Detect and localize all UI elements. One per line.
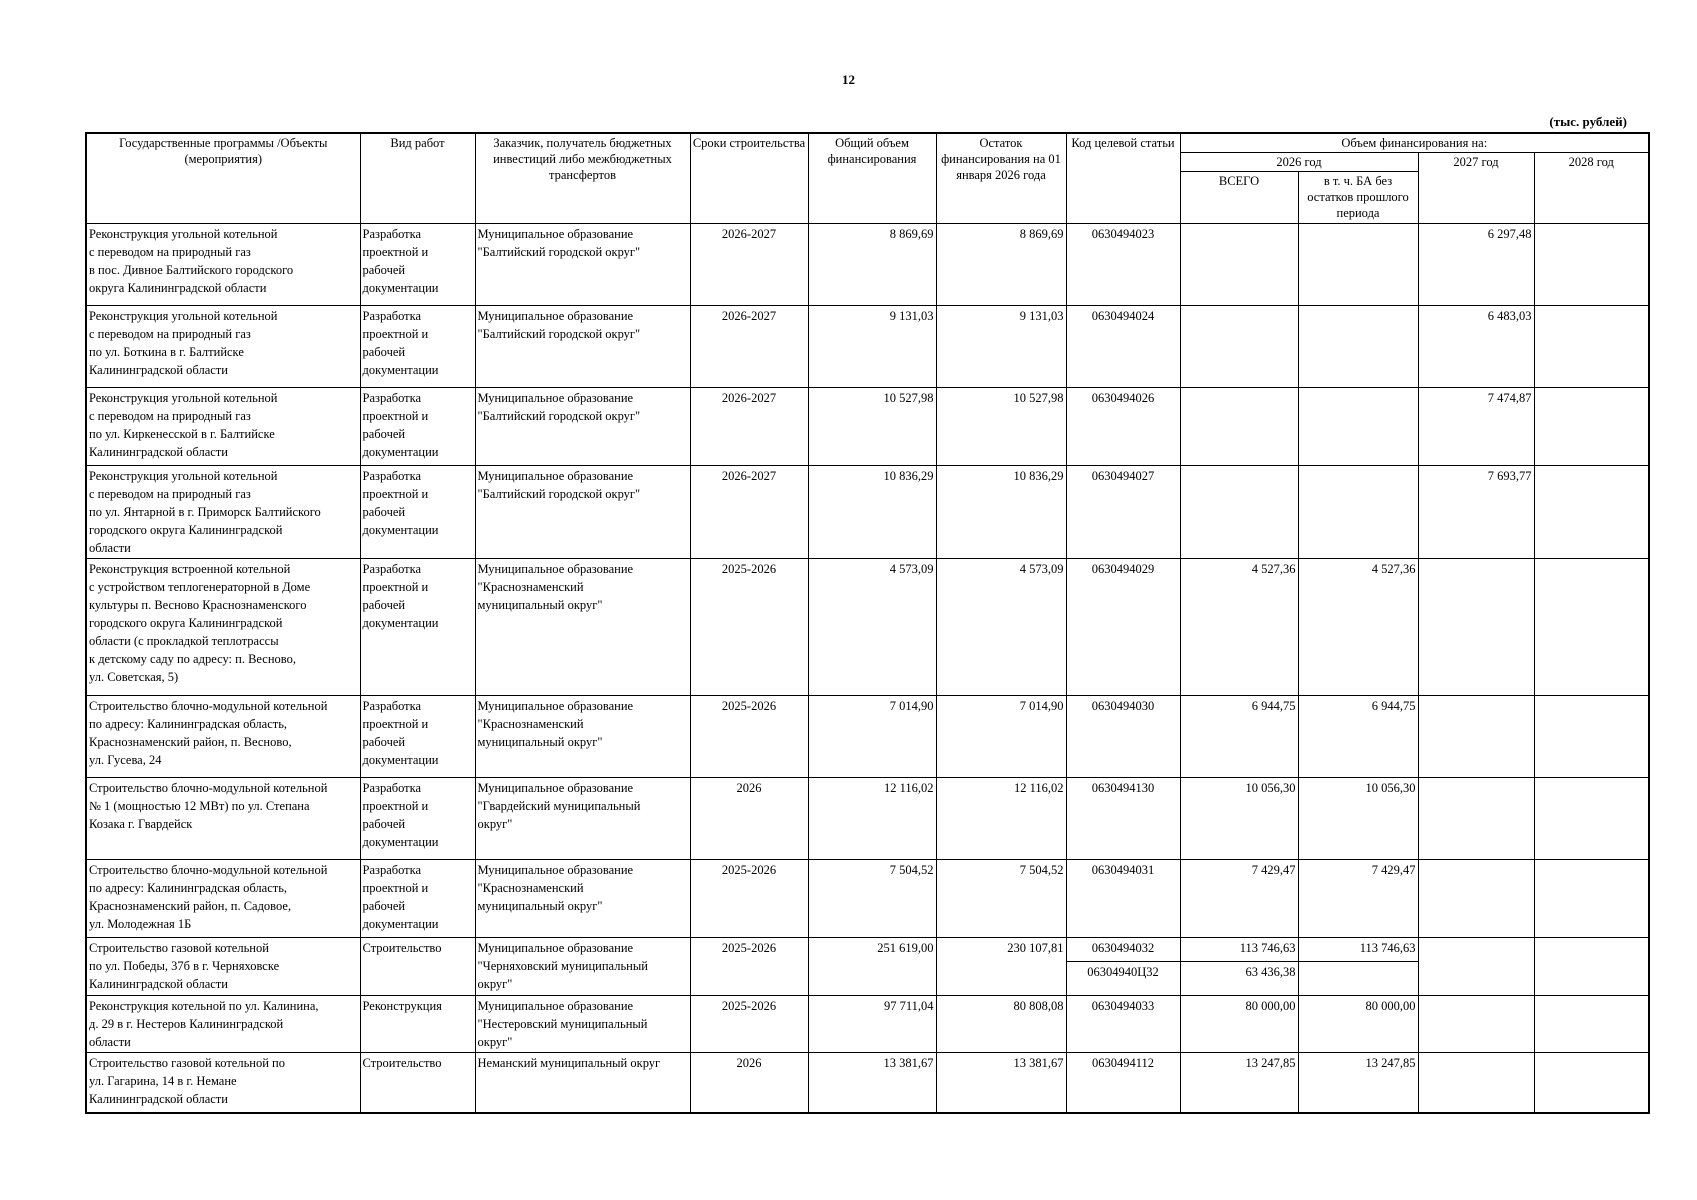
- total-financing: 8 869,69: [808, 224, 936, 306]
- work-type: Разработка проектной и рабочей документации: [360, 860, 475, 938]
- financing-2027: 7 474,87: [1418, 388, 1534, 466]
- object-name: Реконструкция угольной котельной с переводом на природный газ по ул. Янтарной в г. Приморск Балтийского городского округа Калининградской области: [86, 466, 360, 559]
- total-financing: 7 014,90: [808, 696, 936, 778]
- customer: Муниципальное образование "Гвардейский муниципальный округ": [475, 778, 690, 860]
- construction-terms: 2025-2026: [690, 696, 808, 778]
- financing-2026-ba: [1298, 388, 1418, 466]
- financing-2026-total: 13 247,85: [1180, 1053, 1298, 1113]
- financing-2028: [1534, 306, 1649, 388]
- total-financing: 12 116,02: [808, 778, 936, 860]
- customer: Муниципальное образование "Черняховский муниципальный округ": [475, 938, 690, 996]
- units-note: (тыс. рублей): [1549, 114, 1627, 129]
- financing-2026-ba: 80 000,00: [1298, 996, 1418, 1053]
- financing-2026-ba: 113 746,63: [1298, 938, 1418, 962]
- work-type: Разработка проектной и рабочей документации: [360, 388, 475, 466]
- object-name: Реконструкция угольной котельной с переводом на природный газ по ул. Киркенесской в г. Балтийске Калининградской области: [86, 388, 360, 466]
- customer: Муниципальное образование "Краснознаменский муниципальный округ": [475, 860, 690, 938]
- header-remainder: Остаток финансирования на 01 января 2026 года: [936, 133, 1066, 224]
- object-name: Строительство газовой котельной по ул. Победы, 37б в г. Черняховске Калининградской области: [86, 938, 360, 996]
- table-row: [86, 1053, 1649, 1113]
- financing-2026-total: [1180, 466, 1298, 559]
- financing-2027: [1418, 696, 1534, 778]
- target-code: 0630494029: [1066, 559, 1180, 696]
- target-code: 0630494112: [1066, 1053, 1180, 1113]
- table-row: [86, 559, 1649, 696]
- header-programs: Государственные программы /Объекты (мероприятия): [86, 133, 360, 224]
- construction-terms: 2025-2026: [690, 860, 808, 938]
- total-financing: 97 711,04: [808, 996, 936, 1053]
- customer: Муниципальное образование "Балтийский городской округ": [475, 388, 690, 466]
- table-row: [86, 938, 1649, 962]
- financing-2026-total: [1180, 306, 1298, 388]
- target-code: 0630494026: [1066, 388, 1180, 466]
- header-2028: 2028 год: [1534, 153, 1649, 224]
- table-row: [86, 860, 1649, 938]
- construction-terms: 2026-2027: [690, 224, 808, 306]
- financing-2026-ba: [1298, 466, 1418, 559]
- remainder-financing: 10 836,29: [936, 466, 1066, 559]
- customer: Муниципальное образование "Краснознаменский муниципальный округ": [475, 559, 690, 696]
- financing-2027: [1418, 860, 1534, 938]
- customer: Неманский муниципальный округ: [475, 1053, 690, 1113]
- construction-terms: 2025-2026: [690, 559, 808, 696]
- remainder-financing: 8 869,69: [936, 224, 1066, 306]
- financing-table: [85, 132, 1650, 1114]
- remainder-financing: 7 014,90: [936, 696, 1066, 778]
- header-2026: 2026 год: [1180, 153, 1418, 172]
- customer: Муниципальное образование "Балтийский городской округ": [475, 224, 690, 306]
- work-type: Разработка проектной и рабочей документации: [360, 224, 475, 306]
- object-name: Реконструкция встроенной котельной с устройством теплогенераторной в Доме культуры п. Весново Краснознаменского городского округа Калининградской области (с прокладкой теплотрассы к детскому саду по адресу: п. Весново, ул. Советская, 5): [86, 559, 360, 696]
- header-2027: 2027 год: [1418, 153, 1534, 224]
- header-2026-ba: в т. ч. БА без остатков прошлого периода: [1298, 172, 1418, 224]
- total-financing: 4 573,09: [808, 559, 936, 696]
- table-row: [86, 996, 1649, 1053]
- header-financing: Объем финансирования на:: [1180, 133, 1649, 153]
- work-type: Строительство: [360, 938, 475, 996]
- financing-2026-total: 4 527,36: [1180, 559, 1298, 696]
- financing-2028: [1534, 224, 1649, 306]
- financing-2028: [1534, 996, 1649, 1053]
- financing-2027: 7 693,77: [1418, 466, 1534, 559]
- remainder-financing: 4 573,09: [936, 559, 1066, 696]
- object-name: Реконструкция угольной котельной с переводом на природный газ по ул. Боткина в г. Балтийске Калининградской области: [86, 306, 360, 388]
- financing-2028: [1534, 388, 1649, 466]
- object-name: Строительство газовой котельной по ул. Гагарина, 14 в г. Немане Калининградской области: [86, 1053, 360, 1113]
- financing-2028: [1534, 778, 1649, 860]
- header-code: Код целевой статьи: [1066, 133, 1180, 224]
- target-code: 0630494130: [1066, 778, 1180, 860]
- financing-2026-total: 10 056,30: [1180, 778, 1298, 860]
- target-code: 0630494030: [1066, 696, 1180, 778]
- work-type: Разработка проектной и рабочей документации: [360, 696, 475, 778]
- total-financing: 251 619,00: [808, 938, 936, 996]
- header-2026-total: ВСЕГО: [1180, 172, 1298, 224]
- table-row: [86, 388, 1649, 466]
- construction-terms: 2026-2027: [690, 306, 808, 388]
- remainder-financing: 13 381,67: [936, 1053, 1066, 1113]
- financing-2026-total: 6 944,75: [1180, 696, 1298, 778]
- object-name: Строительство блочно-модульной котельной по адресу: Калининградская область, Краснознаменский район, п. Весново, ул. Гусева, 24: [86, 696, 360, 778]
- total-financing: 10 527,98: [808, 388, 936, 466]
- financing-2026-ba: 10 056,30: [1298, 778, 1418, 860]
- financing-2026-ba: 7 429,47: [1298, 860, 1418, 938]
- total-financing: 9 131,03: [808, 306, 936, 388]
- total-financing: 13 381,67: [808, 1053, 936, 1113]
- construction-terms: 2026-2027: [690, 388, 808, 466]
- page-number: 12: [842, 72, 855, 87]
- object-name: Строительство блочно-модульной котельной по адресу: Калининградская область, Краснознаменский район, п. Садовое, ул. Молодежная 1Б: [86, 860, 360, 938]
- financing-2026-total: [1180, 388, 1298, 466]
- table-row: [86, 778, 1649, 860]
- financing-2026-ba: 6 944,75: [1298, 696, 1418, 778]
- financing-2026-total: 63 436,38: [1180, 962, 1298, 996]
- target-code: 0630494031: [1066, 860, 1180, 938]
- financing-2026-ba: [1298, 962, 1418, 996]
- total-financing: 10 836,29: [808, 466, 936, 559]
- financing-2026-ba: 13 247,85: [1298, 1053, 1418, 1113]
- financing-2026-total: 7 429,47: [1180, 860, 1298, 938]
- work-type: Строительство: [360, 1053, 475, 1113]
- target-code: 0630494033: [1066, 996, 1180, 1053]
- object-name: Реконструкция котельной по ул. Калинина, д. 29 в г. Нестеров Калининградской области: [86, 996, 360, 1053]
- financing-2028: [1534, 466, 1649, 559]
- table-row: [86, 306, 1649, 388]
- financing-2026-total: 80 000,00: [1180, 996, 1298, 1053]
- remainder-financing: 80 808,08: [936, 996, 1066, 1053]
- target-code: 0630494027: [1066, 466, 1180, 559]
- work-type: Разработка проектной и рабочей документации: [360, 778, 475, 860]
- object-name: Реконструкция угольной котельной с переводом на природный газ в пос. Дивное Балтийского городского округа Калининградской области: [86, 224, 360, 306]
- financing-2028: [1534, 559, 1649, 696]
- remainder-financing: 10 527,98: [936, 388, 1066, 466]
- financing-2028: [1534, 696, 1649, 778]
- remainder-financing: 7 504,52: [936, 860, 1066, 938]
- total-financing: 7 504,52: [808, 860, 936, 938]
- customer: Муниципальное образование "Нестеровский муниципальный округ": [475, 996, 690, 1053]
- header-customer: Заказчик, получатель бюджетных инвестиций либо межбюджетных трансфертов: [475, 133, 690, 224]
- financing-2027: 6 483,03: [1418, 306, 1534, 388]
- financing-2028: [1534, 860, 1649, 938]
- financing-2028: [1534, 938, 1649, 996]
- financing-2027: [1418, 1053, 1534, 1113]
- construction-terms: 2026: [690, 1053, 808, 1113]
- header-total: Общий объем финансирования: [808, 133, 936, 224]
- work-type: Разработка проектной и рабочей документации: [360, 306, 475, 388]
- financing-2028: [1534, 1053, 1649, 1113]
- work-type: Реконструкция: [360, 996, 475, 1053]
- financing-2026-ba: [1298, 306, 1418, 388]
- financing-2026-ba: [1298, 224, 1418, 306]
- customer: Муниципальное образование "Балтийский городской округ": [475, 466, 690, 559]
- target-code: 0630494032: [1066, 938, 1180, 962]
- table-row: [86, 466, 1649, 559]
- construction-terms: 2025-2026: [690, 996, 808, 1053]
- construction-terms: 2026: [690, 778, 808, 860]
- work-type: Разработка проектной и рабочей документации: [360, 559, 475, 696]
- financing-2027: [1418, 559, 1534, 696]
- construction-terms: 2026-2027: [690, 466, 808, 559]
- financing-2026-ba: 4 527,36: [1298, 559, 1418, 696]
- financing-2027: [1418, 996, 1534, 1053]
- object-name: Строительство блочно-модульной котельной № 1 (мощностью 12 МВт) по ул. Степана Козака г. Гвардейск: [86, 778, 360, 860]
- financing-2026-total: [1180, 224, 1298, 306]
- financing-2026-total: 113 746,63: [1180, 938, 1298, 962]
- target-code: 06304940Ц32: [1066, 962, 1180, 996]
- remainder-financing: 9 131,03: [936, 306, 1066, 388]
- target-code: 0630494023: [1066, 224, 1180, 306]
- financing-2027: [1418, 938, 1534, 996]
- customer: Муниципальное образование "Балтийский городской округ": [475, 306, 690, 388]
- financing-2027: 6 297,48: [1418, 224, 1534, 306]
- table-row: [86, 224, 1649, 306]
- construction-terms: 2025-2026: [690, 938, 808, 996]
- financing-2027: [1418, 778, 1534, 860]
- header-work-type: Вид работ: [360, 133, 475, 224]
- remainder-financing: 230 107,81: [936, 938, 1066, 996]
- target-code: 0630494024: [1066, 306, 1180, 388]
- work-type: Разработка проектной и рабочей документации: [360, 466, 475, 559]
- remainder-financing: 12 116,02: [936, 778, 1066, 860]
- customer: Муниципальное образование "Краснознаменский муниципальный округ": [475, 696, 690, 778]
- table-row: [86, 696, 1649, 778]
- header-terms: Сроки строительства: [690, 133, 808, 224]
